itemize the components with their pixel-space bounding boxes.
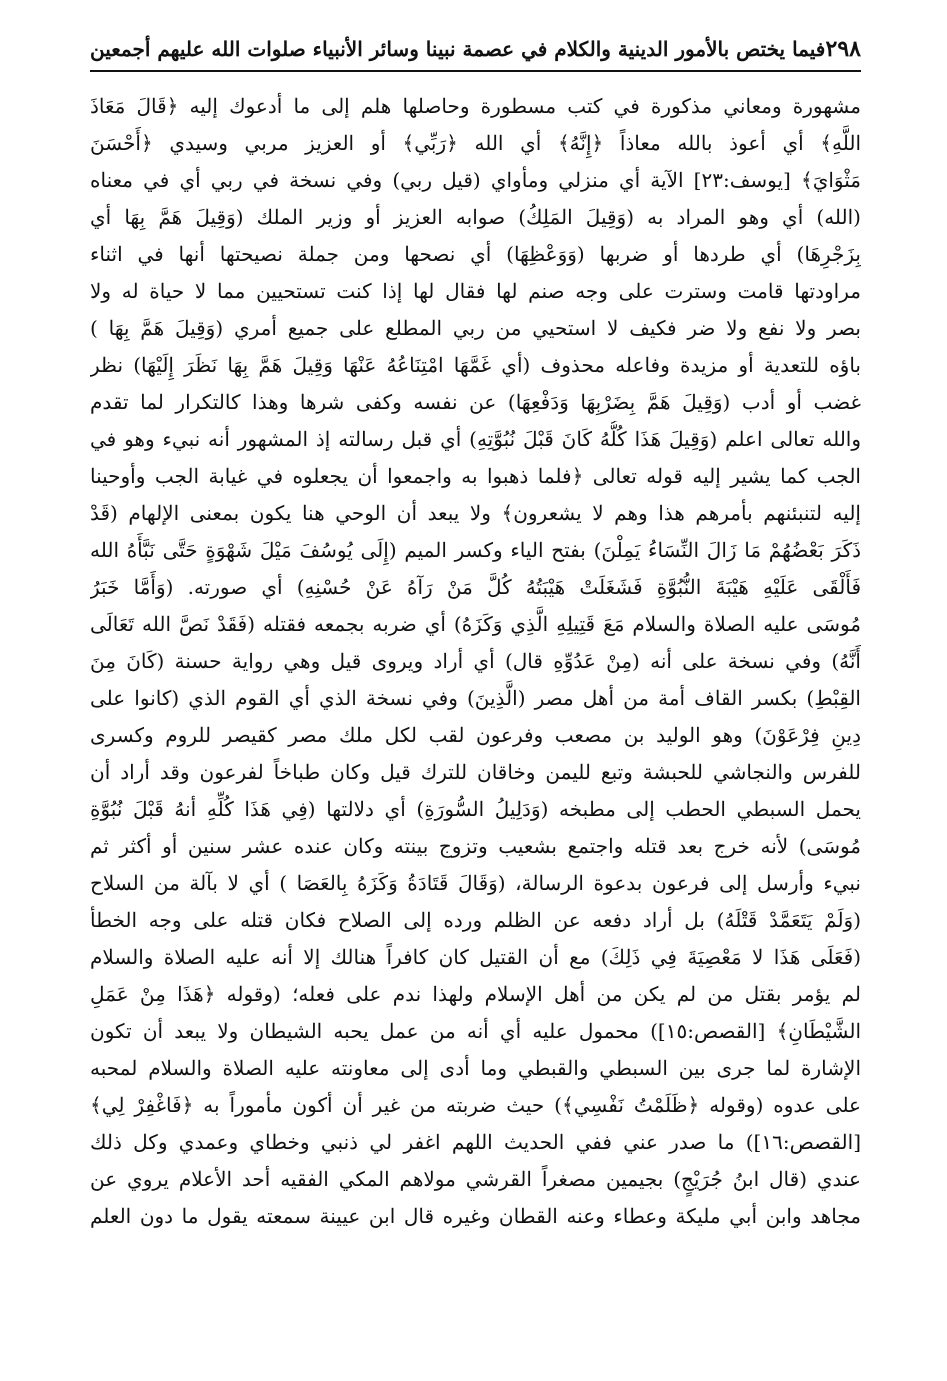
text-line: يحمل السبطي الحطب إلى مطبخه (وَدَلِيلُ السُّورَةِ) أي دلالتها (فِي هَذَا كُلِّهِ أنهُ قَبْلَ نُبُوَّةِ (90, 797, 861, 821)
text-line: بصر ولا نفع ولا ضر فكيف لا استحيي من ربي المطلع على جميع أمري (وَقِيلَ هَمَّ بِهَا ) (90, 316, 861, 340)
text-line: الشَّيْطَانِ﴾ [القصص:١٥]) محمول عليه أي أنه من عمل يحبه الشيطان ولا يبعد أن تكون (90, 1019, 861, 1043)
text-line: [القصص:١٦]) ما صدر عني ففي الحديث اللهم اغفر لي ذنبي وخطاي وعمدي وكل ذلك (90, 1130, 861, 1154)
text-line: أَنَّهُ) وفي نسخة على أنه (مِنْ عَدُوِّهِ قال) أي أراد ويروى قيل وهي رواية حسنة (كَانَ مِنَ (90, 649, 861, 673)
page-number: ٢٩٨ (825, 36, 861, 62)
text-line: مُوسَى عليه الصلاة والسلام مَعَ قَتِيلِهِ الَّذِي وَكَزَهُ) أي ضربه بجمعه فقتله (فَقَدْ نَصَّ الله تَعَالَى (90, 612, 861, 636)
text-line: للفرس والنجاشي للحبشة وتبع لليمن وخاقان للترك قيل وكان طباخاً لفرعون وقد أراد أن (90, 760, 861, 784)
text-line: (الله) أي وهو المراد به (وَقِيلَ المَلِكُ) صوابه العزيز أو وزير الملك (وَقِيلَ هَمَّ بِهَا أي (90, 205, 861, 229)
text-line: (وَلَمْ يَتَعَمَّدْ قَتْلَهُ) بل أراد دفعه عن الظلم ورده إلى الصلاح فكان قتله على وجه الخطأ (90, 908, 861, 932)
text-line: بِزَجْرِهَا) أي طردها أو ضربها (وَوَعْظِهَا) أي نصحها ومن جملة نصيحتها أنها في اثناء (90, 242, 861, 266)
text-line: عندي (قال ابنُ جُرَيْجٍ) بجيمين مصغراً القرشي مولاهم المكي الفقيه أحد الأعلام يروي عن (90, 1167, 861, 1191)
page-header (90, 28, 861, 72)
body-text (90, 88, 861, 1358)
text-line: مجاهد وابن أبي مليكة وعطاء وعنه القطان وغيره قال ابن عيينة سمعته يقول ما دون العلم (90, 1204, 861, 1228)
running-title: فيما يختص بالأمور الدينية والكلام في عصمة نبينا وسائر الأنبياء صلوات الله عليهم أجمعين (90, 37, 826, 61)
text-line: والله تعالى اعلم (وَقِيلَ هَذَا كُلُّهُ كَانَ قَبْلَ نُبُوَّتِهِ) أي قبل رسالته إذ المشهور أنه نبيء وهو في (90, 427, 861, 451)
text-line: إليه لتنبئنهم بأمرهم هذا وهم لا يشعرون﴾ ولا يبعد أن الوحي هنا يكون بمعنى الإلهام (قَدْ (90, 501, 861, 525)
text-line: نبيء وأرسل إلى فرعون بدعوة الرسالة، (وَقَالَ قَتَادَةُ وَكَزَهُ بِالعَصَا ) أي لا بآلة من السلاح (90, 871, 861, 895)
text-line: باؤه للتعدية أو مزيدة وفاعله محذوف (أي غَمَّهَا امْتِنَاعُهُ عَنْهَا وَقِيلَ هَمَّ بِهَا نَظَرَ إِلَيْهَا) نظر (90, 353, 861, 377)
text-line: الإشارة لما جرى بين السبطي والقبطي وما أدى إلى معاونته عليه الصلاة والسلام لمحبه (90, 1056, 861, 1080)
text-line: غضب أو أدب (وَقِيلَ هَمَّ بِضَرْبِهَا وَدَفْعِهَا) عن نفسه وكفى شرها وهذا كالتكرار لما تقدم (90, 390, 861, 414)
text-line: دِينِ فِرْعَوْنَ) وهو الوليد بن مصعب وفرعون لقب لكل ملك مصر كقيصر للروم وكسرى (90, 723, 861, 747)
text-line: فَأَلْقَى عَلَيْهِ هَيْبَةَ النُّبُوَّةِ فَشَغَلَتْ هَيْبَتُهُ كُلَّ مَنْ رَآهُ عَنْ حُسْنِهِ) أي صورته. (وَأَمَّا خَبَرُ (90, 575, 861, 599)
text-line: مَثْوَايَ﴾ [يوسف:٢٣] الآية أي منزلي ومأواي (قيل ربي) وفي نسخة في ربي أي في معناه (90, 168, 861, 192)
text-line: الجب كما يشير إليه قوله تعالى ﴿فلما ذهبوا به واجمعوا أن يجعلوه في غيابة الجب وأوحينا (90, 464, 861, 488)
text-line: على عدوه (وقوله ﴿ظَلَمْتُ نَفْسِي﴾) حيث ضربته من غير أن أكون مأموراً به ﴿فَاغْفِرْ لِي﴾ (90, 1093, 861, 1117)
text-line: لم يؤمر بقتل من لم يكن من أهل الإسلام ولهذا ندم على فعله؛ (وقوله ﴿هَذَا مِنْ عَمَلِ (90, 982, 861, 1006)
text-line: مشهورة ومعاني مذكورة في كتب مسطورة وحاصلها هلم إلى ما أدعوك إليه ﴿قَالَ مَعَاذَ (90, 94, 861, 118)
text-line: ذَكَرَ بَعْضُهُمْ مَا زَالَ النِّسَاءُ يَمِلْنَ) بفتح الياء وكسر الميم (إِلَى يُوسُفَ مَيْلَ شَهْوَةٍ حَتَّى نَبَّأَهُ الله (90, 538, 861, 562)
text-line (90, 1235, 861, 1272)
text-line: (فَعَلَى هَذَا لا مَعْصِيَةَ فِي ذَلِكَ) مع أن القتيل كان كافراً هنالك إلا أنه عليه الصلاة والسلام (90, 945, 861, 969)
text-line: القِبْطِ) بكسر القاف أمة من أهل مصر (الَّذِينَ) وفي نسخة الذي أي القوم الذي (كانوا على (90, 686, 861, 710)
text-line: مُوسَى) لأنه خرج بعد قتله واجتمع بشعيب وتزوج بينته وكان عنده عشر سنين أو أكثر ثم (90, 834, 861, 858)
text-line: مراودتها قامت وسترت على وجه صنم لها فقال لها إذا كنت تستحيين مما لا حياة له ولا (90, 279, 861, 303)
text-line: اللَّهِ﴾ أي أعوذ بالله معاذاً ﴿إِنَّهُ﴾ أي الله ﴿رَبِّي﴾ أو العزيز مربي وسيدي ﴿أَحْسَنَ (90, 131, 861, 155)
